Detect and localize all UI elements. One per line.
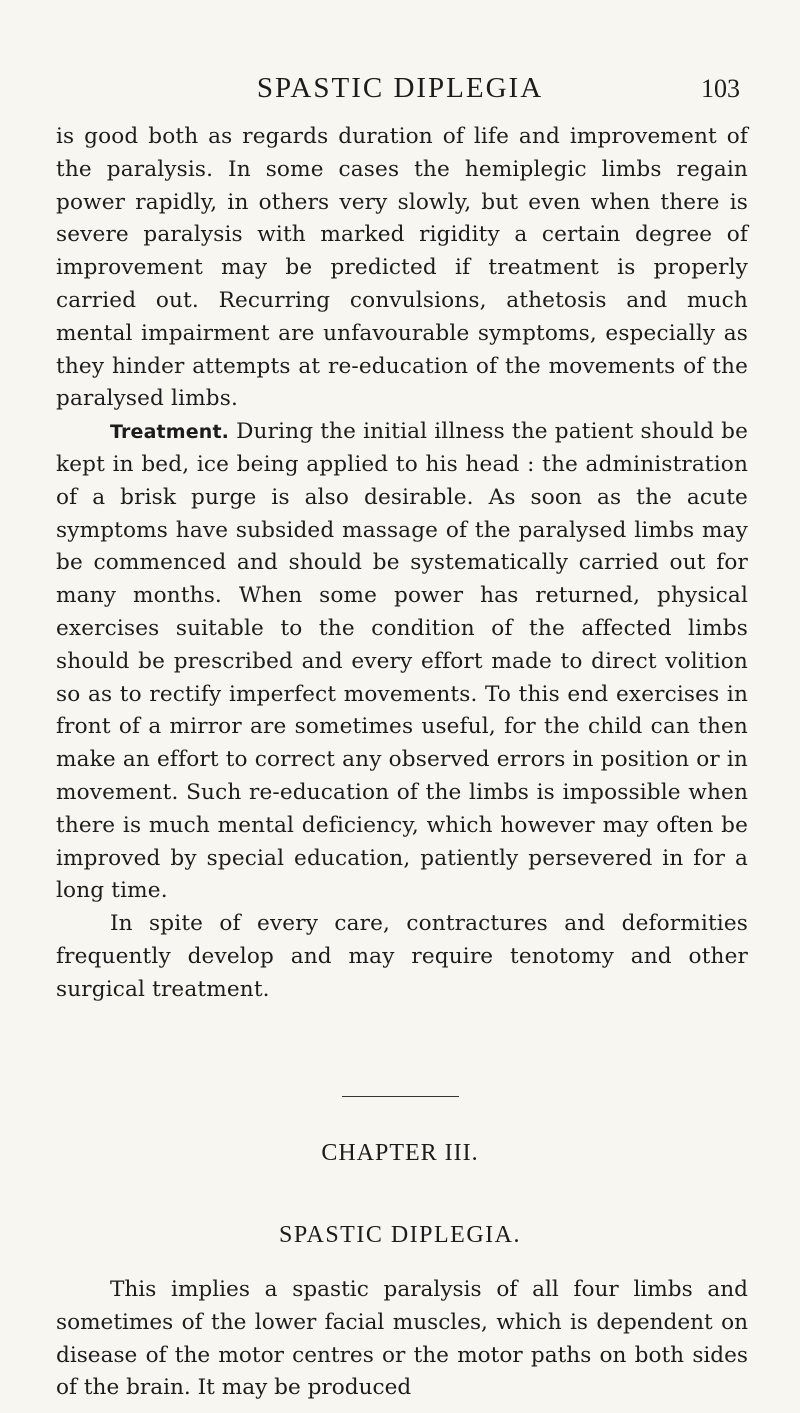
page-number: 103 [701, 74, 740, 103]
treatment-paragraph [56, 416, 748, 908]
running-title: SPASTIC DIPLEGIA [256, 72, 544, 104]
chapter-title: SPASTIC DIPLEGIA. [279, 1222, 521, 1248]
treatment-text: During the initial illness the patient should be kept in bed, ice being applied to his head : the administration of a brisk purge is also desirable. As soon as the acute symptoms have subsided massage of the paralysed limbs may be commenced and should be systematically carried out for many months. When some power has returned, physical exercises suitable to the condition of the affected limbs should be prescribed and every effort made to direct volition so as to rectify imperfect movements. To this end exercises in front of a mirror are sometimes useful, for the child can then make an effort to correct any observed errors in position or in movement. Such re-education of the limbs is impossible when there is much mental deficiency, which however may often be improved by special education, patiently persevered in for a long time. [56, 419, 748, 904]
contractures-paragraph: In spite of every care, contractures and deformities frequently develop and may require tenotomy and other surgical treatment. [56, 911, 748, 1002]
chapter-intro-text: This implies a spastic paralysis of all four limbs and sometimes of the lower facial muscles, which is dependent on disease of the motor centres or the motor paths on both sides of the brain. It may be produced [56, 1277, 748, 1401]
section-divider [342, 1096, 459, 1097]
chapter-heading: CHAPTER III. [321, 1140, 479, 1166]
treatment-run-in-heading: Treatment. [110, 421, 230, 444]
chapter-intro-paragraph [56, 1274, 748, 1405]
body-text [56, 121, 748, 1007]
running-head [0, 72, 800, 112]
prognosis-paragraph: is good both as regards duration of life and improvement of the paralysis. In some cases the hemiplegic limbs regain power rapidly, in others very slowly, but even when there is severe paralysis with marked rigidity a certain degree of improvement may be predicted if treatment is properly carried out. Recurring convulsions, athetosis and much mental impairment are unfavourable symptoms, especially as they hinder attempts at re-education of the movements of the paralysed limbs. [56, 124, 748, 412]
